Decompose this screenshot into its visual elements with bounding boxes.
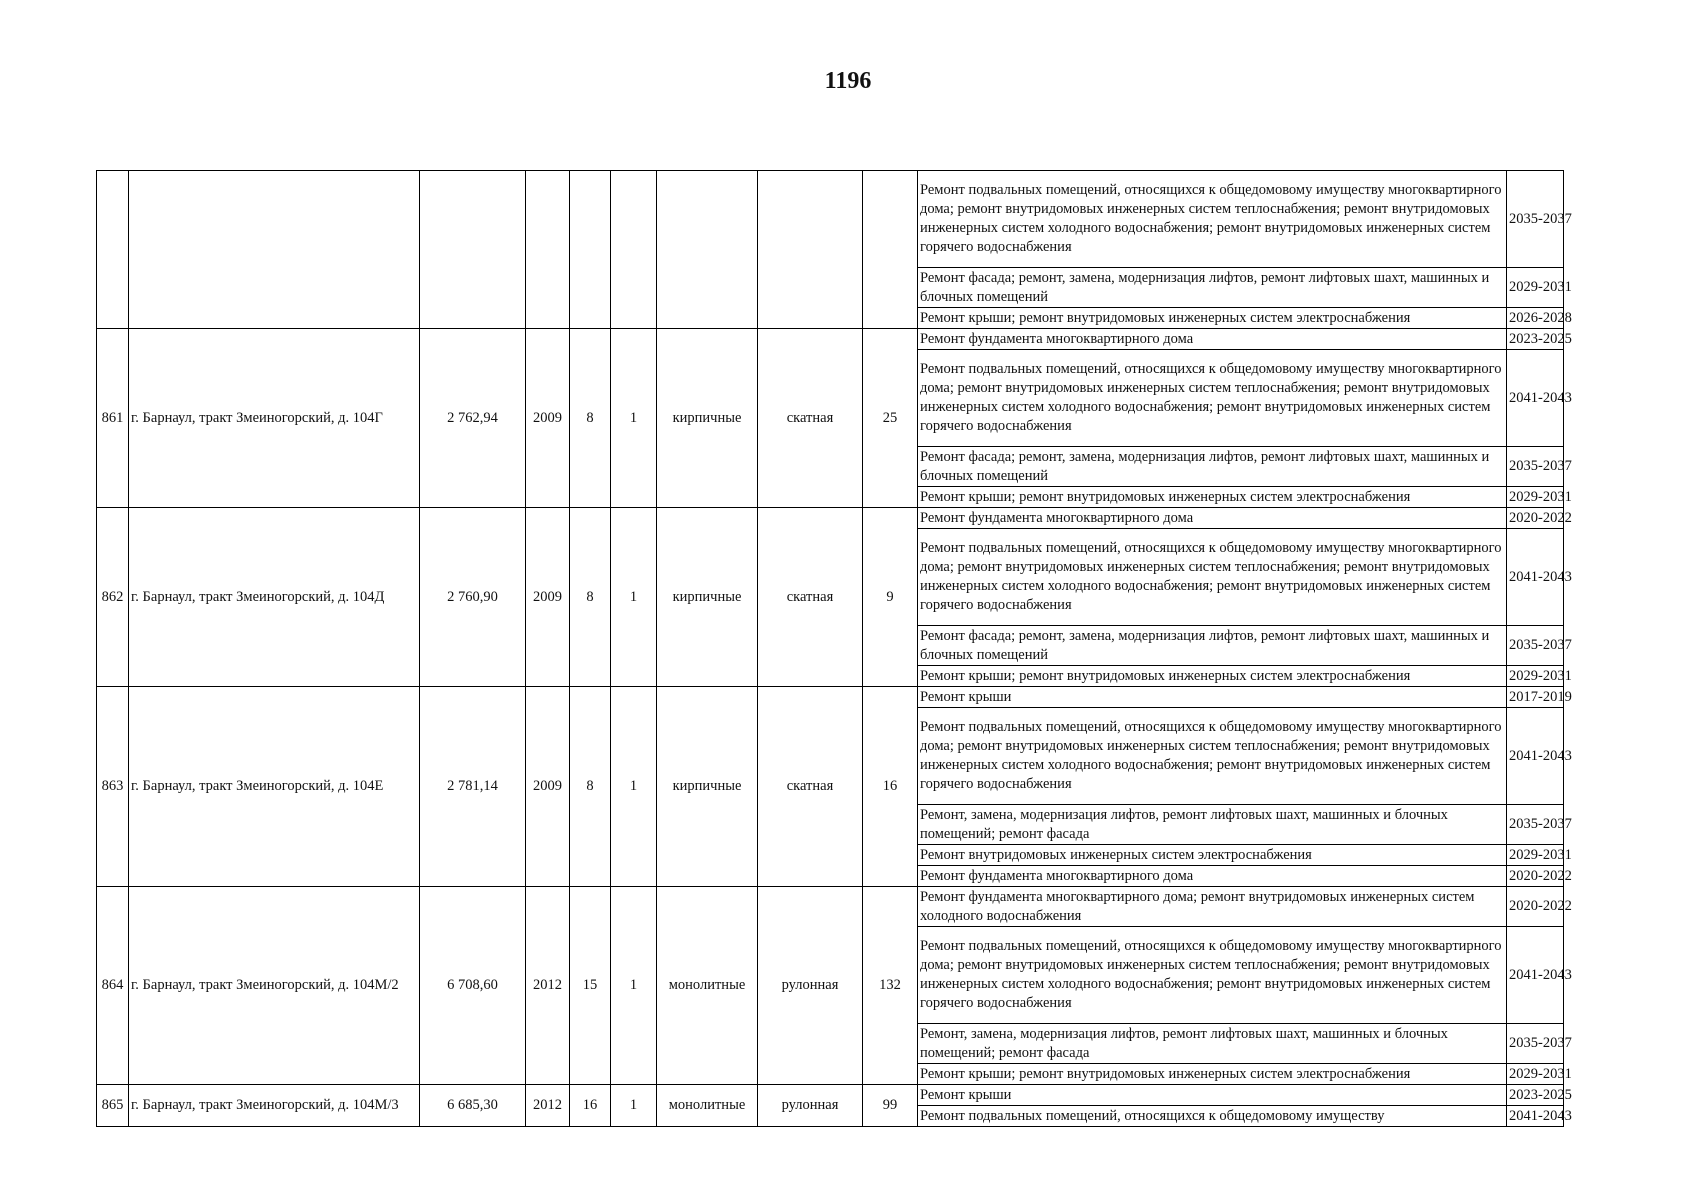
house-area — [420, 171, 526, 329]
work-description: Ремонт, замена, модернизация лифтов, ремонт лифтовых шахт, машинных и блочных помещений; ремонт фасада — [918, 805, 1507, 845]
construction-year: 2012 — [526, 1085, 570, 1127]
work-period: 2029-2031 — [1507, 666, 1564, 687]
wall-material: монолитные — [657, 887, 758, 1085]
work-description: Ремонт подвальных помещений, относящихся к общедомовому имуществу многоквартирного дома; ремонт внутридомовых инженерных систем теплоснабжения; ремонт внутридомовых инженерных систем холодного водоснабжения; ремонт внутридомовых инженерных систем горячего водоснабжения — [918, 171, 1507, 268]
apartment-count: 9 — [863, 508, 918, 687]
floor-count: 8 — [570, 508, 611, 687]
house-address: г. Барнаул, тракт Змеиногорский, д. 104Д — [129, 508, 420, 687]
table-row — [97, 1085, 1564, 1106]
house-number: 862 — [97, 508, 129, 687]
work-description: Ремонт крыши; ремонт внутридомовых инженерных систем электроснабжения — [918, 1064, 1507, 1085]
work-period: 2020-2022 — [1507, 866, 1564, 887]
entrance-count: 1 — [611, 887, 657, 1085]
table-row — [97, 887, 1564, 927]
roof-type: рулонная — [758, 887, 863, 1085]
work-period: 2041-2043 — [1507, 350, 1564, 447]
work-description: Ремонт, замена, модернизация лифтов, ремонт лифтовых шахт, машинных и блочных помещений; ремонт фасада — [918, 1024, 1507, 1064]
roof-type: рулонная — [758, 1085, 863, 1127]
entrance-count: 1 — [611, 1085, 657, 1127]
work-period: 2029-2031 — [1507, 845, 1564, 866]
wall-material: кирпичные — [657, 329, 758, 508]
work-description: Ремонт фундамента многоквартирного дома — [918, 329, 1507, 350]
floor-count: 8 — [570, 329, 611, 508]
floor-count — [570, 171, 611, 329]
work-period: 2020-2022 — [1507, 508, 1564, 529]
repair-schedule-table — [96, 170, 1572, 1127]
house-number: 865 — [97, 1085, 129, 1127]
house-number — [97, 171, 129, 329]
construction-year — [526, 171, 570, 329]
work-description: Ремонт крыши — [918, 687, 1507, 708]
construction-year: 2012 — [526, 887, 570, 1085]
house-address — [129, 171, 420, 329]
work-description: Ремонт фасада; ремонт, замена, модернизация лифтов, ремонт лифтовых шахт, машинных и блочных помещений — [918, 268, 1507, 308]
entrance-count: 1 — [611, 329, 657, 508]
wall-material — [657, 171, 758, 329]
house-area: 2 760,90 — [420, 508, 526, 687]
table-row — [97, 508, 1564, 529]
work-description: Ремонт подвальных помещений, относящихся к общедомовому имуществу многоквартирного дома; ремонт внутридомовых инженерных систем теплоснабжения; ремонт внутридомовых инженерных систем холодного водоснабжения; ремонт внутридомовых инженерных систем горячего водоснабжения — [918, 708, 1507, 805]
work-period: 2029-2031 — [1507, 487, 1564, 508]
work-description: Ремонт фундамента многоквартирного дома; ремонт внутридомовых инженерных систем холодного водоснабжения — [918, 887, 1507, 927]
house-number: 861 — [97, 329, 129, 508]
work-description: Ремонт подвальных помещений, относящихся к общедомовому имуществу многоквартирного дома; ремонт внутридомовых инженерных систем теплоснабжения; ремонт внутридомовых инженерных систем холодного водоснабжения; ремонт внутридомовых инженерных систем горячего водоснабжения — [918, 927, 1507, 1024]
apartment-count: 25 — [863, 329, 918, 508]
work-period: 2017-2019 — [1507, 687, 1564, 708]
wall-material: кирпичные — [657, 687, 758, 887]
work-period: 2041-2043 — [1507, 1106, 1564, 1127]
work-description: Ремонт фасада; ремонт, замена, модернизация лифтов, ремонт лифтовых шахт, машинных и блочных помещений — [918, 447, 1507, 487]
work-description: Ремонт подвальных помещений, относящихся к общедомовому имуществу многоквартирного дома; ремонт внутридомовых инженерных систем теплоснабжения; ремонт внутридомовых инженерных систем холодного водоснабжения; ремонт внутридомовых инженерных систем горячего водоснабжения — [918, 529, 1507, 626]
construction-year: 2009 — [526, 329, 570, 508]
table-row — [97, 171, 1564, 268]
work-period: 2035-2037 — [1507, 1024, 1564, 1064]
house-area: 6 708,60 — [420, 887, 526, 1085]
apartment-count: 16 — [863, 687, 918, 887]
wall-material: кирпичные — [657, 508, 758, 687]
house-number: 863 — [97, 687, 129, 887]
work-period: 2029-2031 — [1507, 1064, 1564, 1085]
roof-type: скатная — [758, 687, 863, 887]
roof-type: скатная — [758, 329, 863, 508]
work-period: 2020-2022 — [1507, 887, 1564, 927]
work-description: Ремонт крыши; ремонт внутридомовых инженерных систем электроснабжения — [918, 666, 1507, 687]
floor-count: 15 — [570, 887, 611, 1085]
work-description: Ремонт крыши; ремонт внутридомовых инженерных систем электроснабжения — [918, 308, 1507, 329]
work-description: Ремонт внутридомовых инженерных систем электроснабжения — [918, 845, 1507, 866]
roof-type — [758, 171, 863, 329]
work-period: 2041-2043 — [1507, 529, 1564, 626]
house-area: 2 781,14 — [420, 687, 526, 887]
work-description: Ремонт крыши — [918, 1085, 1507, 1106]
work-period: 2035-2037 — [1507, 171, 1564, 268]
apartment-count — [863, 171, 918, 329]
work-description: Ремонт подвальных помещений, относящихся к общедомовому имуществу многоквартирного дома; ремонт внутридомовых инженерных систем теплоснабжения; ремонт внутридомовых инженерных систем холодного водоснабжения; ремонт внутридомовых инженерных систем горячего водоснабжения — [918, 350, 1507, 447]
work-period: 2023-2025 — [1507, 329, 1564, 350]
work-description: Ремонт подвальных помещений, относящихся к общедомовому имуществу — [918, 1106, 1507, 1127]
table-row — [97, 687, 1564, 708]
work-period: 2035-2037 — [1507, 626, 1564, 666]
apartment-count: 99 — [863, 1085, 918, 1127]
house-address: г. Барнаул, тракт Змеиногорский, д. 104Г — [129, 329, 420, 508]
work-description: Ремонт фундамента многоквартирного дома — [918, 866, 1507, 887]
entrance-count: 1 — [611, 508, 657, 687]
work-period: 2023-2025 — [1507, 1085, 1564, 1106]
wall-material: монолитные — [657, 1085, 758, 1127]
work-description: Ремонт фундамента многоквартирного дома — [918, 508, 1507, 529]
entrance-count: 1 — [611, 687, 657, 887]
house-area: 2 762,94 — [420, 329, 526, 508]
construction-year: 2009 — [526, 687, 570, 887]
work-description: Ремонт крыши; ремонт внутридомовых инженерных систем электроснабжения — [918, 487, 1507, 508]
entrance-count — [611, 171, 657, 329]
house-number: 864 — [97, 887, 129, 1085]
work-period: 2035-2037 — [1507, 805, 1564, 845]
house-address: г. Барнаул, тракт Змеиногорский, д. 104Е — [129, 687, 420, 887]
page-number: 1196 — [824, 68, 872, 94]
floor-count: 16 — [570, 1085, 611, 1127]
work-description: Ремонт фасада; ремонт, замена, модернизация лифтов, ремонт лифтовых шахт, машинных и блочных помещений — [918, 626, 1507, 666]
house-area: 6 685,30 — [420, 1085, 526, 1127]
work-period: 2029-2031 — [1507, 268, 1564, 308]
apartment-count: 132 — [863, 887, 918, 1085]
work-period: 2041-2043 — [1507, 708, 1564, 805]
roof-type: скатная — [758, 508, 863, 687]
work-period: 2041-2043 — [1507, 927, 1564, 1024]
work-period: 2035-2037 — [1507, 447, 1564, 487]
table-row — [97, 329, 1564, 350]
work-period: 2026-2028 — [1507, 308, 1564, 329]
house-address: г. Барнаул, тракт Змеиногорский, д. 104М/3 — [129, 1085, 420, 1127]
floor-count: 8 — [570, 687, 611, 887]
table-body — [97, 171, 1572, 1127]
house-address: г. Барнаул, тракт Змеиногорский, д. 104М/2 — [129, 887, 420, 1085]
construction-year: 2009 — [526, 508, 570, 687]
